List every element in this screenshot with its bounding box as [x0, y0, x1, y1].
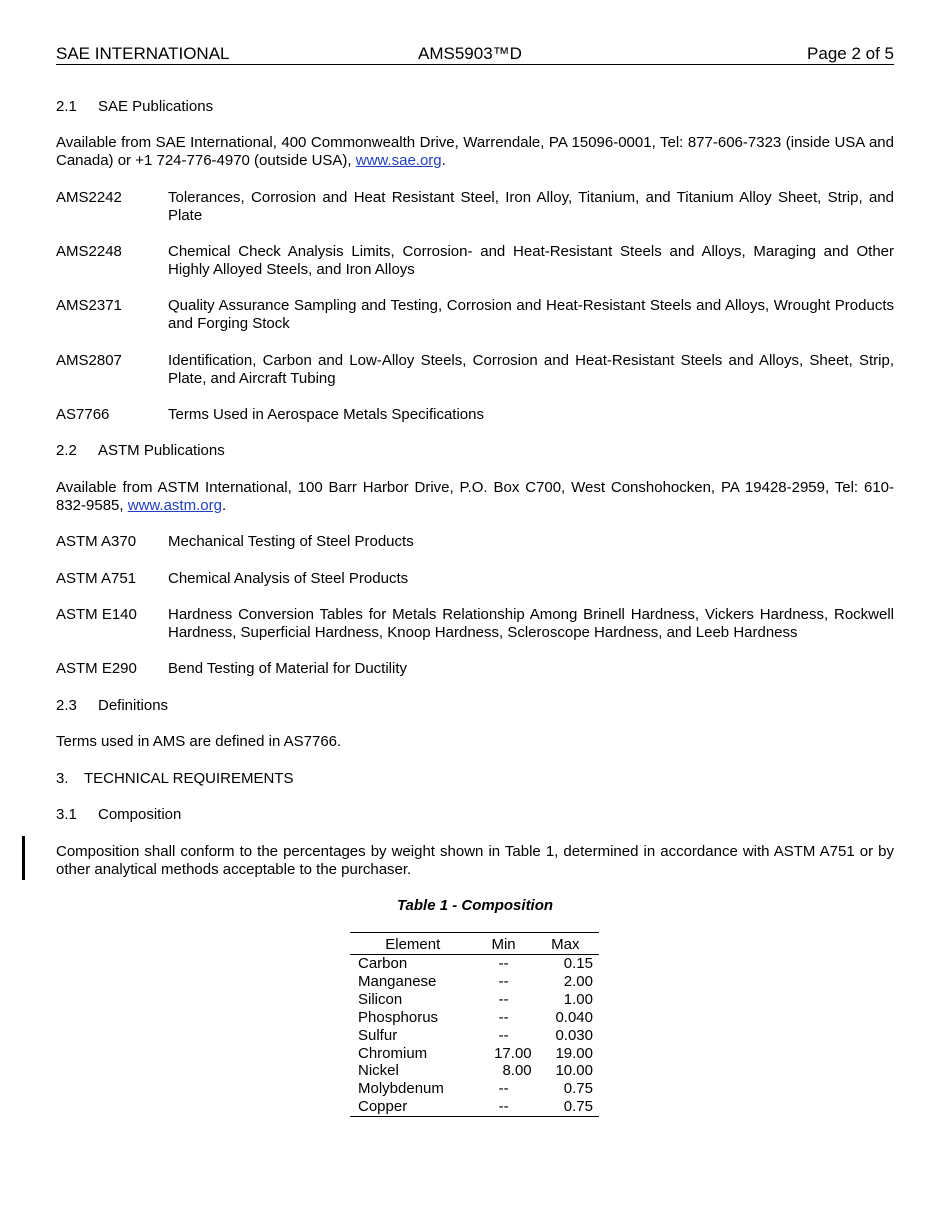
table-row	[350, 1045, 599, 1063]
reference-title: Chemical Check Analysis Limits, Corrosion- and Heat-Resistant Steels and Alloys, Maraging and Other Highly Alloyed Steels, and Iron Alloys	[168, 243, 894, 278]
column-header-max: Max	[532, 933, 599, 955]
definitions-paragraph: Terms used in AMS are defined in AS7766.	[56, 733, 342, 750]
max-cell: 0.040	[555, 1008, 593, 1026]
reference-title: Tolerances, Corrosion and Heat Resistant Steel, Iron Alloy, Titanium, and Titanium Alloy Sheet, Strip, and Plate	[168, 189, 894, 224]
min-cell: --	[498, 1026, 509, 1044]
composition-paragraph: Composition shall conform to the percentages by weight shown in Table 1, determined in accordance with ASTM A751 or by other analytical methods acceptable to the purchaser.	[56, 843, 894, 878]
min-cell: 17.00	[494, 1044, 532, 1062]
element-cell: Carbon	[358, 955, 408, 972]
element-cell: Molybdenum	[358, 1080, 444, 1098]
section-number: 2.1	[56, 98, 77, 115]
reference-title: Chemical Analysis of Steel Products	[168, 570, 409, 587]
section-title: ASTM Publications	[98, 442, 225, 459]
table-row	[350, 973, 599, 991]
section-title: SAE Publications	[98, 98, 214, 115]
reference-code: ASTM A751	[56, 570, 137, 587]
reference-code: AS7766	[56, 406, 110, 423]
max-cell: 19.00	[555, 1044, 593, 1062]
table-row	[350, 1062, 599, 1080]
column-header-min: Min	[476, 933, 532, 955]
element-cell: Sulfur	[358, 1026, 398, 1044]
period: .	[221, 497, 227, 514]
min-cell: --	[498, 955, 509, 972]
section-3-heading	[56, 770, 894, 788]
sae-availability-paragraph	[56, 134, 894, 170]
reference-code: ASTM E140	[56, 606, 137, 623]
reference-code: AMS2248	[56, 243, 122, 260]
period: .	[441, 152, 446, 169]
table-title: Table 1 - Composition	[396, 897, 554, 914]
sae-availability-text: Available from SAE International, 400 Commonwealth Drive, Warrendale, PA 15096-0001, Tel: 877-606-7323 (inside USA and Canada) or +1 724-776-4970 (outside USA),	[56, 134, 894, 169]
min-cell: --	[498, 1080, 509, 1098]
table-row	[350, 1080, 599, 1098]
reference-code: AMS2371	[56, 297, 122, 314]
reference-title: Identification, Carbon and Low-Alloy Steels, Corrosion and Heat-Resistant Steels and Alloys, Sheet, Strip, Plate, and Aircraft Tubing	[168, 352, 894, 387]
section-2-3-heading	[56, 697, 894, 715]
max-cell: 0.75	[563, 1080, 593, 1098]
reference-item	[56, 189, 894, 225]
reference-code: AMS2242	[56, 189, 122, 206]
max-cell: 1.00	[563, 990, 593, 1008]
min-cell: 8.00	[502, 1062, 532, 1080]
reference-code: AMS2807	[56, 352, 122, 369]
reference-item	[56, 243, 894, 279]
element-cell: Silicon	[358, 990, 403, 1008]
table-row	[350, 1027, 599, 1045]
reference-item	[56, 533, 894, 551]
reference-item	[56, 297, 894, 333]
revision-change-bar	[22, 836, 25, 880]
column-header-element: Element	[350, 933, 476, 955]
reference-title: Hardness Conversion Tables for Metals Relationship Among Brinell Hardness, Vickers Hardness, Rockwell Hardness, Superficial Hardness, Knoop Hardness, Scleroscope Hardness, and Leeb Hardness	[168, 606, 894, 641]
element-cell: Manganese	[358, 972, 437, 990]
section-3-1-heading	[56, 806, 894, 824]
reference-code: ASTM A370	[56, 533, 137, 550]
section-number: 3.1	[56, 806, 77, 823]
element-cell: Chromium	[358, 1044, 428, 1062]
reference-title: Bend Testing of Material for Ductility	[168, 660, 407, 677]
header-doc-number: AMS5903™D	[418, 44, 522, 63]
max-cell: 0.030	[555, 1026, 593, 1044]
astm-website-link[interactable]: www.astm.org	[127, 497, 222, 514]
reference-title: Quality Assurance Sampling and Testing, Corrosion and Heat-Resistant Steels and Alloys, Wrought Products and Forging Stock	[168, 297, 894, 332]
composition-table	[350, 932, 599, 1117]
section-title: Definitions	[98, 697, 169, 714]
section-2-1-heading	[56, 98, 894, 116]
min-cell: --	[498, 1008, 509, 1026]
min-cell: --	[498, 1098, 509, 1116]
reference-item	[56, 570, 894, 588]
section-2-2-heading	[56, 442, 894, 460]
min-cell: --	[498, 972, 509, 990]
header-page-number: Page 2 of 5	[807, 44, 894, 63]
max-cell: 0.15	[563, 955, 593, 972]
header-org: SAE INTERNATIONAL	[56, 44, 230, 63]
max-cell: 10.00	[555, 1062, 593, 1080]
reference-item	[56, 660, 894, 678]
section-title: Composition	[98, 806, 182, 823]
min-cell: --	[498, 990, 509, 1008]
section-number: 2.2	[56, 442, 77, 459]
table-row	[350, 1009, 599, 1027]
element-cell: Copper	[358, 1098, 408, 1116]
section-number: 2.3	[56, 697, 77, 714]
reference-title: Mechanical Testing of Steel Products	[168, 533, 414, 550]
reference-title: Terms Used in Aerospace Metals Specifications	[168, 406, 484, 423]
reference-item	[56, 406, 894, 424]
section-number: 3.	[56, 770, 69, 787]
reference-item	[56, 606, 894, 642]
astm-availability-text: Available from ASTM International, 100 Barr Harbor Drive, P.O. Box C700, West Conshohocken, PA 19428-2959, Tel: 610-832-9585,	[56, 479, 894, 514]
max-cell: 2.00	[563, 972, 593, 990]
table-row	[350, 991, 599, 1009]
reference-item	[56, 352, 894, 388]
section-title: TECHNICAL REQUIREMENTS	[84, 770, 294, 787]
page-header	[56, 44, 894, 65]
max-cell: 0.75	[563, 1098, 593, 1116]
astm-availability-paragraph	[56, 479, 894, 515]
element-cell: Phosphorus	[358, 1008, 439, 1026]
table-header-row	[350, 933, 599, 955]
element-cell: Nickel	[358, 1062, 399, 1080]
table-row	[350, 1098, 599, 1116]
sae-website-link[interactable]: www.sae.org	[355, 152, 442, 169]
reference-code: ASTM E290	[56, 660, 137, 677]
table-row	[350, 955, 599, 973]
